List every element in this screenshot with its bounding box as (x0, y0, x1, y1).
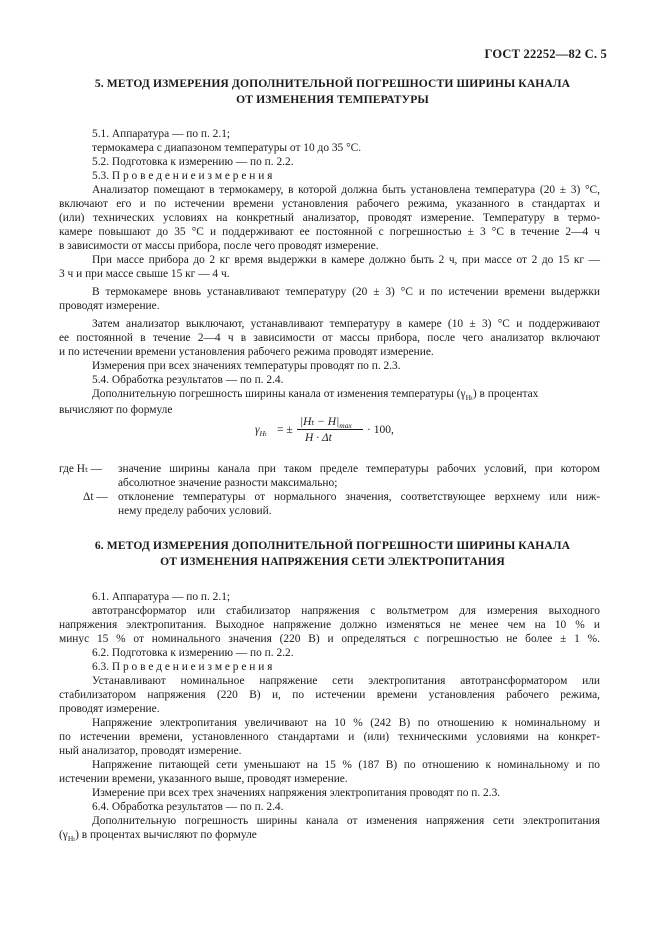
text-line: Напряжение электропитания увеличивают на 10 % (242 В) по отношению к номинальному и (92, 717, 600, 729)
where-label-1: где Hₜ — (59, 463, 103, 475)
formula-tail: · 100, (367, 424, 394, 436)
text-line: по истечении времени, установленного стандартами и (или) техническими условиями на конкрет- (59, 731, 600, 743)
text-line: Дополнительную погрешность ширины канала от изменения напряжения сети электропитания (92, 815, 600, 827)
text-line: При массе прибора до 2 кг время выдержки в камере должно быть 2 ч, при массе от 2 до 15 кг — (92, 254, 600, 266)
text-line: Затем анализатор выключают, устанавливают температуру в камере (10 ± 3) °С и поддерживают (92, 318, 600, 330)
text-line: абсолютное значение разности максимально; (118, 477, 338, 489)
text-line: (или) технических условиях на конкретный анализатор, проводят измерение. Температуру в термо- (59, 212, 600, 224)
text-line: нему пределу рабочих условий. (118, 505, 272, 517)
text-line: ее постоянной в течение 2—4 ч в зависимости от массы прибора, после чего анализатор включают (59, 332, 600, 344)
section-6-title (60, 538, 605, 570)
paragraph-5-1: 5.1. Аппаратура — по п. 2.1; (92, 128, 231, 140)
text-line: отклонение температуры от нормального значения, соответствующее верхнему или ниж- (118, 491, 600, 503)
paragraph-6-3: 6.3. П р о в е д е н и е и з м е р е н и я (92, 661, 273, 673)
text-fragment: Дополнительную погрешность ширины канала от изменения температуры (γ (92, 388, 466, 400)
text-line: термокамера с диапазоном температуры от 10 до 35 °С. (92, 142, 362, 154)
formula-numerator (300, 414, 352, 430)
text-line: автотрансформатор или стабилизатор напряжения с вольтметром для измерения выходного (92, 605, 600, 617)
formula-equals: = ± (277, 424, 293, 436)
paragraph-5-4: 5.4. Обработка результатов — по п. 2.4. (92, 374, 284, 386)
text-line: значение ширины канала при таком пределе температуры рабочих условий, при котором (118, 463, 600, 475)
text-line: Напряжение питающей сети уменьшают на 15 % (187 В) по отношению к номинальному и по (92, 759, 600, 771)
text-line: включают его и по истечении времени установления рабочего режима, указанного в стандартах и (59, 198, 600, 210)
section-6-title-line-1: 6. МЕТОД ИЗМЕРЕНИЯ ДОПОЛНИТЕЛЬНОЙ ПОГРЕШНОСТИ ШИРИНЫ КАНАЛА (94, 539, 571, 552)
formula-gamma (255, 424, 267, 438)
formula-denominator: H · Δt (305, 432, 332, 444)
text-fragment: (γ (59, 829, 68, 841)
formula (255, 412, 435, 452)
subscript: Hₜ (465, 393, 473, 402)
text-fragment: ) в процентах (472, 388, 539, 400)
text-line: Устанавливают номинальное напряжение сети электропитания автотрансформатором или (92, 675, 600, 687)
page-header: ГОСТ 22252—82 С. 5 (484, 47, 607, 61)
text-line: камере повышают до 35 °С и поддерживают ее постоянной с погрешностью ± 3 °С в течение 2—4 ч (59, 226, 600, 238)
text-line: минус 15 % от номинального значения (220 В) и определяться с погрешностью не более ± 1 %. (59, 633, 600, 645)
paragraph-6-2: 6.2. Подготовка к измерению — по п. 2.2. (92, 647, 294, 659)
text-line: и по истечении времени установления рабочего режима проводят измерение. (59, 346, 434, 358)
text-line: в зависимости от массы прибора, после чего проводят измерение. (59, 240, 379, 252)
where-label-2: Δt — (83, 491, 108, 503)
text-fragment: ) в процентах вычисляют по формуле (75, 829, 257, 841)
text-line: В термокамере вновь устанавливают температуру (20 ± 3) °С и по истечении времени выдержки (92, 286, 600, 298)
text-line: стабилизатором напряжения (220 В) и, по истечении времени установления рабочего режима, (59, 689, 600, 701)
text-line: напряжения электропитания. Выходное напряжение должно изменяться не менее чем на 10 % и (59, 619, 600, 631)
section-6-title-line-2: ОТ ИЗМЕНЕНИЯ НАПРЯЖЕНИЯ СЕТИ ЭЛЕКТРОПИТАНИЯ (160, 555, 505, 568)
text-line (59, 828, 257, 846)
section-5-title-line-2: ОТ ИЗМЕНЕНИЯ ТЕМПЕРАТУРЫ (236, 93, 429, 106)
text-line: Измерение при всех трех значениях напряжения электропитания проводят по п. 2.3. (92, 787, 501, 799)
section-5-title-line-1: 5. МЕТОД ИЗМЕРЕНИЯ ДОПОЛНИТЕЛЬНОЙ ПОГРЕШНОСТИ ШИРИНЫ КАНАЛА (94, 77, 571, 90)
paragraph-6-4: 6.4. Обработка результатов — по п. 2.4. (92, 801, 284, 813)
paragraph-5-3: 5.3. П р о в е д е н и е и з м е р е н и я (92, 170, 273, 182)
gamma-symbol: γ (255, 424, 260, 436)
subscript: Hₜ (67, 834, 76, 843)
fraction-bar (297, 429, 363, 430)
paragraph-5-2: 5.2. Подготовка к измерению — по п. 2.2. (92, 156, 294, 168)
text-line: истечении времени, указанного выше, проводят измерение. (59, 773, 348, 785)
text-line: ный анализатор, проводят измерение. (59, 745, 242, 757)
text-line: Измерения при всех значениях температуры проводят по п. 2.3. (92, 360, 401, 372)
numerator-subscript: max (339, 421, 352, 430)
numerator-text: |Hₜ − H| (300, 416, 340, 428)
text-line: Анализатор помещают в термокамеру, в которой должна быть установлена температура (20 ± 3) °С, (92, 184, 600, 196)
text-line: вычисляют по формуле (59, 404, 173, 416)
text-line: проводят измерение. (59, 300, 160, 312)
text-line: 3 ч и при массе свыше 15 кг — 4 ч. (59, 268, 230, 280)
gamma-subscript: Hₜ (259, 429, 267, 438)
section-5-title (60, 76, 605, 108)
text-line: проводят измерение. (59, 703, 160, 715)
paragraph-6-1: 6.1. Аппаратура — по п. 2.1; (92, 591, 231, 603)
